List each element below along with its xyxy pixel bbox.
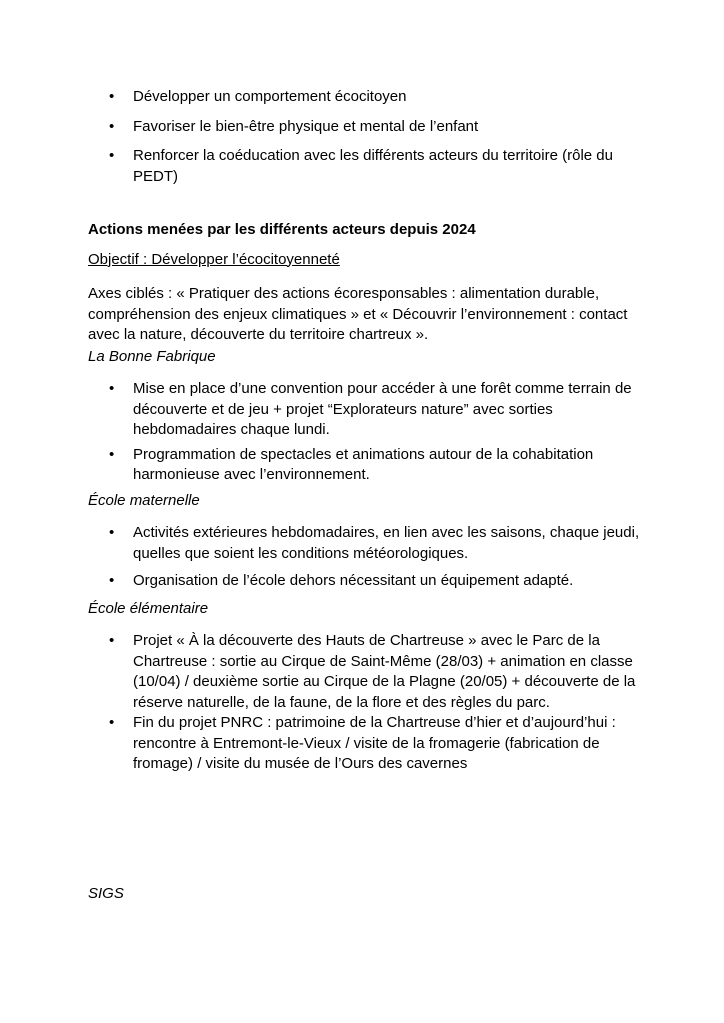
list-item: • Renforcer la coéducation avec les différents acteurs du territoire (rôle du PEDT) <box>88 146 648 187</box>
section-heading: Actions menées par les différents acteurs depuis 2024 <box>88 221 476 238</box>
list-item: • Activités extérieures hebdomadaires, en lien avec les saisons, chaque jeudi, quelles que soient les conditions météorologiques. <box>88 523 648 564</box>
signature: SIGS <box>88 884 124 902</box>
list-item: • Projet « À la découverte des Hauts de Chartreuse » avec le Parc de la Chartreuse : sortie au Cirque de Saint-Même (28/03) + animation en classe (10/04) / deuxième sortie au Cirque de la Plagne (20/05) + découverte de la réserve naturelle, de la faune, de la flore et des règles du parc. <box>88 631 648 713</box>
axes-paragraph: Axes ciblés : « Pratiquer des actions écoresponsables : alimentation durable, compréhension des enjeux climatiques » et « Découvrir l’environnement : contact avec la nature, découverte du territoire chartreux ». <box>88 285 628 343</box>
list-item: • Fin du projet PNRC : patrimoine de la Chartreuse d’hier et d’aujourd’hui : rencontre à Entremont-le-Vieux / visite de la fromagerie (fabrication de fromage) / visite du musée de l’Ours des cavernes <box>88 713 648 775</box>
la-bonne-fabrique-bullet-list <box>88 379 648 486</box>
actor-title-ecole-elementaire: École élémentaire <box>88 599 209 617</box>
list-item: • Favoriser le bien-être physique et mental de l’enfant <box>88 117 648 138</box>
list-item: • Développer un comportement écocitoyen <box>88 87 648 108</box>
list-item: • Programmation de spectacles et animations autour de la cohabitation harmonieuse avec l’environnement. <box>88 445 648 486</box>
actor-title-la-bonne-fabrique: La Bonne Fabrique <box>88 347 216 365</box>
actor-title-ecole-maternelle: École maternelle <box>88 491 200 509</box>
intro-bullet-list <box>88 87 648 187</box>
objective-subheading: Objectif : Développer l’écocitoyenneté <box>88 250 340 268</box>
list-item: • Mise en place d’une convention pour accéder à une forêt comme terrain de découverte et de jeu + projet “Explorateurs nature” avec sorties hebdomadaires chaque lundi. <box>88 379 648 441</box>
list-item: • Organisation de l’école dehors nécessitant un équipement adapté. <box>88 571 648 592</box>
ecole-elementaire-bullet-list <box>88 631 648 775</box>
ecole-maternelle-bullet-list <box>88 523 648 592</box>
